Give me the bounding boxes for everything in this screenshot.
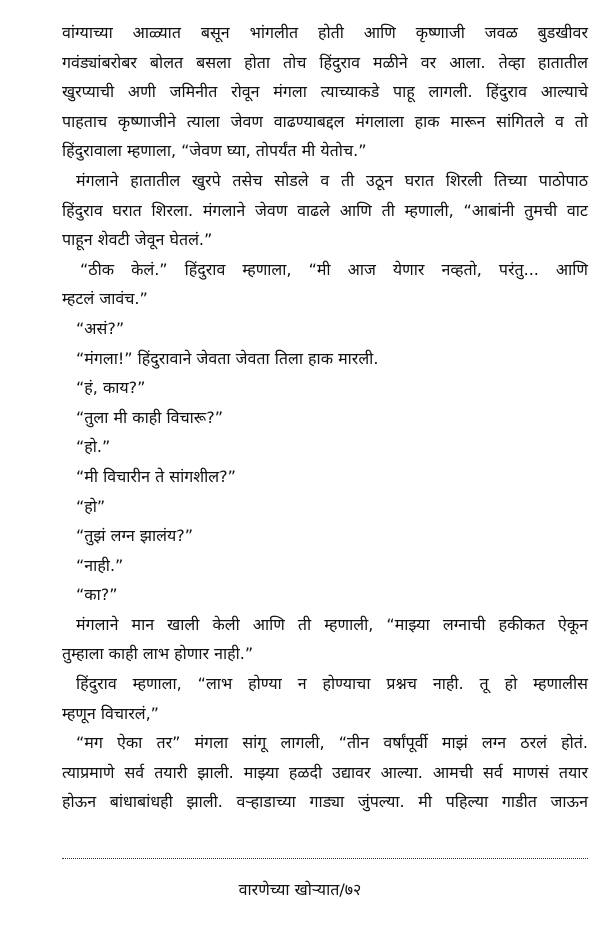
text-line: हिंदुराव घरात शिरला. मंगलाने जेवण वाढले आणि ती म्हणाली, “आबांनी तुमची वाट: [62, 200, 588, 220]
text-line: खुरप्याची अणी जमिनीत रोवून मंगला त्याच्याकडे पाहू लागली. हिंदुराव आल्याचे: [62, 82, 588, 102]
dialogue-line: “असं?”: [76, 318, 125, 338]
dialogue-line: “का?”: [76, 585, 118, 605]
text-line: हिंदुरावाला म्हणाला, “जेवण घ्या, तोपर्यंत मी येतोच.”: [62, 141, 367, 161]
text-line: पाहताच कृष्णाजीने त्याला जेवण वाढण्याबद्दल मंगलाला हाक मारून सांगितले व तो: [62, 111, 588, 131]
page-footer: वारणेच्या खोऱ्यात/७२: [238, 880, 362, 899]
paragraph-start-line: मंगलाने हातातील खुरपे तसेच सोडले व ती उठून घरात शिरली तिच्या पाठोपाठ: [76, 170, 588, 190]
paragraph-start-line: हिंदुराव म्हणाला, “लाभ होण्या न होण्याचा प्रश्नच नाही. तू हो म्हणालीस: [76, 674, 588, 694]
paragraph-start-line: “ठीक केलं.” हिंदुराव म्हणाला, “मी आज येणार नव्हतो, परंतु... आणि: [80, 259, 588, 279]
paragraph-start-line: मंगलाने मान खाली केली आणि ती म्हणाली, “माझ्या लग्नाची हकीकत ऐकून: [76, 614, 588, 634]
dialogue-line: “नाही.”: [76, 555, 124, 575]
text-line: तुम्हाला काही लाभ होणार नाही.”: [62, 644, 254, 664]
body-text: [62, 18, 588, 817]
text-line: म्हटलं जावंच.”: [62, 289, 148, 309]
dialogue-line: “हो.”: [76, 437, 111, 457]
text-line: त्याप्रमाणे सर्व तयारी झाली. माझ्या हळदी उद्यावर आल्या. आमची सर्व माणसं तयार: [62, 762, 588, 782]
dialogue-line: “हो”: [76, 496, 106, 516]
dialogue-line: “मंगला!” हिंदुरावाने जेवता जेवता तिला हाक मारली.: [76, 348, 379, 368]
text-line: म्हणून विचारलं,”: [62, 703, 159, 723]
dialogue-line: “तुझं लग्न झालंय?”: [76, 526, 194, 546]
text-line: होऊन बांधाबांधही झाली. वऱ्हाडाच्या गाड्या जुंपल्या. मी पहिल्या गाडीत जाऊन: [62, 792, 588, 812]
text-line: गवंड्यांबरोबर बोलत बसला होता तोच हिंदुराव मळीने वर आला. तेव्हा हातातील: [62, 52, 588, 72]
dialogue-line: “हं, काय?”: [76, 378, 146, 398]
dialogue-line: “तुला मी काही विचारू?”: [76, 407, 224, 427]
text-line: वांग्याच्या आळ्यात बसून भांगलीत होती आणि कृष्णाजी जवळ बुडखीवर: [62, 23, 588, 42]
dialogue-line: “मी विचारीन ते सांगशील?”: [76, 466, 236, 486]
paragraph-start-line: “मग ऐका तर” मंगला सांगू लागली, “तीन वर्षांपूर्वी माझं लग्न ठरलं होतं.: [76, 733, 588, 753]
footer-divider: [62, 858, 588, 859]
text-line: पाहून शेवटी जेवून घेतलं.”: [62, 230, 213, 250]
